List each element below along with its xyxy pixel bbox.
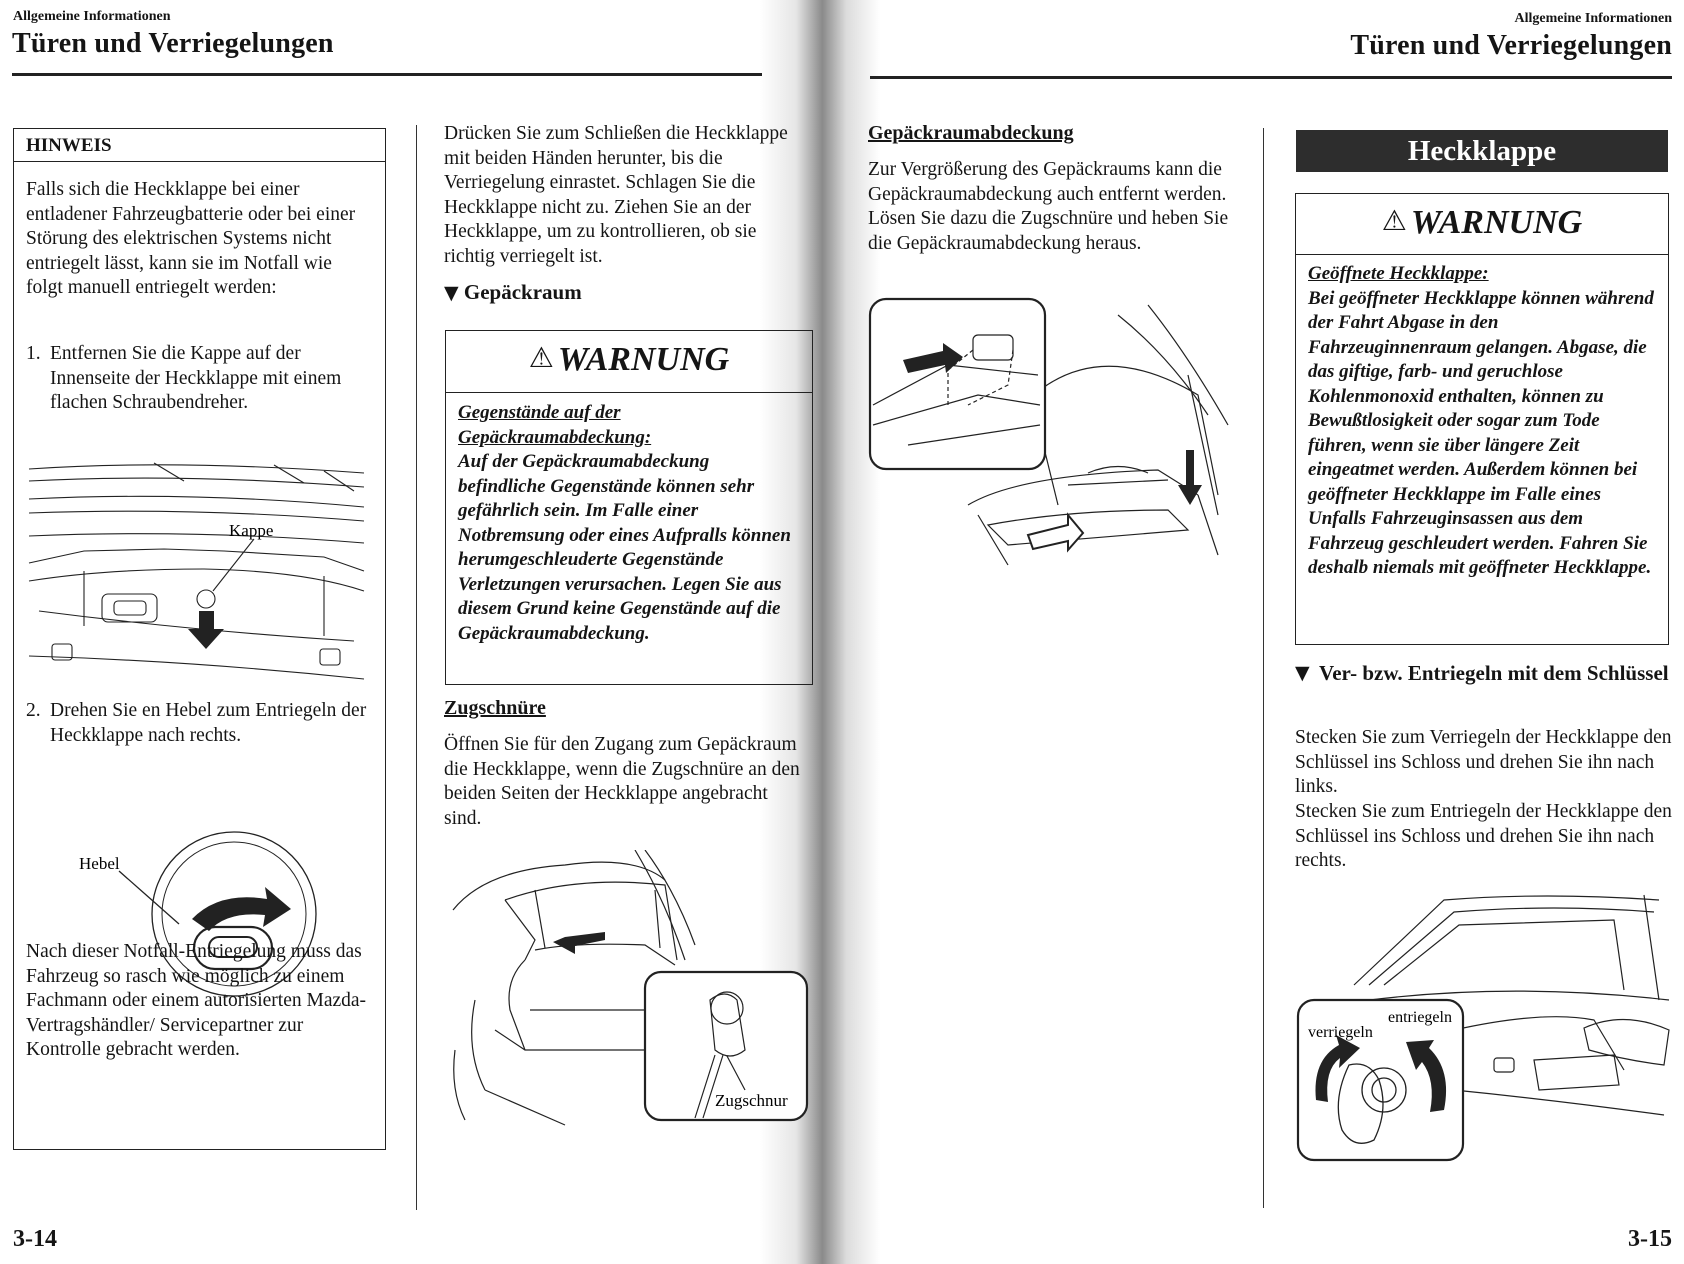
warning-triangle-icon: ⚠ <box>1381 204 1407 237</box>
warning-text: Auf der Gepäckraumabdeckung befindliche Gegenstände können sehr gefährlich sein. Im Falle einer Notbremsung oder eines Aufpralls können herumgeschleuderte Gegenstände Verletzungen verursachen. Legen Sie aus diesem Grund keine Gegenstände auf die Gepäckraumabdeckung. <box>458 451 791 644</box>
page-number-left: 3-14 <box>13 1226 57 1252</box>
cover-text: Zur Vergrößerung des Gepäckraums kann die Gepäckraumabdeckung auch entfernt werden. Lösen Sie dazu die Zugschnüre und heben Sie die Gepäckraumabdeckung heraus. <box>868 159 1229 254</box>
warning-header <box>1296 194 1668 255</box>
note-intro: Falls sich die Heckklappe bei einer entladener Fahrzeugbatterie oder bei einer Störung des elektrischen Systems nicht entriegelt lässt, kann sie im Notfall wie folgt manuell entriegelt werden: <box>26 179 356 298</box>
cords-text: Öffnen Sie für den Zugang zum Gepäckraum die Heckklappe, wenn die Zugschnüre an den beiden Seiten der Heckklappe angebracht sind. <box>444 734 800 829</box>
section-small-label-right: Allgemeine Informationen <box>1514 11 1672 26</box>
luggage-heading <box>444 280 582 305</box>
key-heading-text: Ver- bzw. Entriegeln mit dem Schlüssel <box>1319 661 1669 685</box>
warning-title: WARNUNG <box>557 341 730 378</box>
warning-content <box>1296 255 1668 581</box>
column-divider-right <box>1263 128 1264 1208</box>
warning-content <box>446 393 812 646</box>
step-text: Entfernen Sie die Kappe auf der Innenseite der Heckklappe mit einem flachen Schraubendreher. <box>50 343 342 413</box>
warning-triangle-icon: ⚠ <box>528 341 554 374</box>
cargo-cords-illustration <box>445 850 815 1130</box>
down-triangle-icon: ▼ <box>1295 662 1310 684</box>
tailgate-cap-illustration <box>24 451 379 686</box>
header-rule <box>12 73 762 76</box>
warning-header <box>446 331 812 393</box>
figure-label-unlock: entriegeln <box>1388 1009 1452 1026</box>
note-title: HINWEIS <box>14 129 385 162</box>
note-step-2 <box>26 699 371 748</box>
warning-text: Bei geöffneter Heckklappe können während der Fahrt Abgase in den Fahrzeuginnenraum gelangen. Abgase, die das giftige, farb- und geruchlose Kohlenmonoxid enthalten, können zu Bewußtlosigkeit oder sogar zum Tode führen, wenn sie über längere Zeit eingeatmet werden. Außerdem können bei geöffneter Heckklappe im Falle eines Unfalls Fahrzeuginsassen aus dem Fahrzeug geschleudert werden. Fahren Sie deshalb niemals mit geöffneter Heckklappe. <box>1308 287 1654 578</box>
cords-heading: Zugschnüre <box>444 697 546 719</box>
closing-instructions: Drücken Sie zum Schließen die Heckklappe mit beiden Händen herunter, bis die Verriegelung einrastet. Schlagen Sie die Heckklappe nicht zu. Ziehen Sie an der Heckklappe, um zu kontrollieren, ob sie richtig verriegelt ist. <box>444 123 788 267</box>
page-title: Türen und Verriegelungen <box>12 28 334 59</box>
warning-box-tailgate <box>1295 193 1669 645</box>
page-number-right: 3-15 <box>1628 1226 1672 1252</box>
warning-subtitle: Geöffnete Heckklappe: <box>1308 263 1489 284</box>
lock-instructions: Stecken Sie zum Verriegeln der Heckklappe den Schlüssel ins Schloss und drehen Sie ihn nach links. <box>1295 727 1672 797</box>
step-number: 1. <box>26 343 41 364</box>
column-divider <box>416 125 417 1210</box>
header-rule-right <box>870 76 1672 79</box>
key-lock-illustration <box>1294 890 1674 1170</box>
figure-label-lock: verriegeln <box>1308 1024 1373 1041</box>
luggage-heading-text: Gepäckraum <box>463 280 582 304</box>
section-banner: Heckklappe <box>1296 130 1668 172</box>
cargo-cover-removal-illustration <box>868 295 1248 585</box>
cover-heading: Gepäckraumabdeckung <box>868 122 1074 144</box>
key-heading <box>1295 660 1675 687</box>
warning-box-cover <box>445 330 813 685</box>
step-number: 2. <box>26 700 41 721</box>
figure-label-cap: Kappe <box>229 521 274 540</box>
warning-subtitle: Gegenstände auf der Gepäckraumabdeckung: <box>458 402 652 448</box>
step-text: Drehen Sie en Hebel zum Entriegeln der Heckklappe nach rechts. <box>50 700 367 746</box>
section-small-label: Allgemeine Informationen <box>13 9 171 24</box>
figure-label-lever: Hebel <box>79 854 120 873</box>
figure-label-cord: Zugschnur <box>715 1091 788 1110</box>
down-triangle-icon: ▼ <box>444 282 459 304</box>
unlock-instructions: Stecken Sie zum Entriegeln der Heckklappe den Schlüssel ins Schloss und drehen Sie ihn nach rechts. <box>1295 801 1672 871</box>
note-box <box>13 128 386 1150</box>
page-title-right: Türen und Verriegelungen <box>1350 30 1672 61</box>
warning-title: WARNUNG <box>1410 204 1583 241</box>
note-closing: Nach dieser Notfall-Entriegelung muss das Fahrzeug so rasch wie möglich zu einem Fachmann oder einem autorisierten Mazda-Vertragshändler/ Servicepartner zur Kontrolle gebracht werden. <box>26 941 367 1060</box>
note-step-1 <box>26 342 371 416</box>
